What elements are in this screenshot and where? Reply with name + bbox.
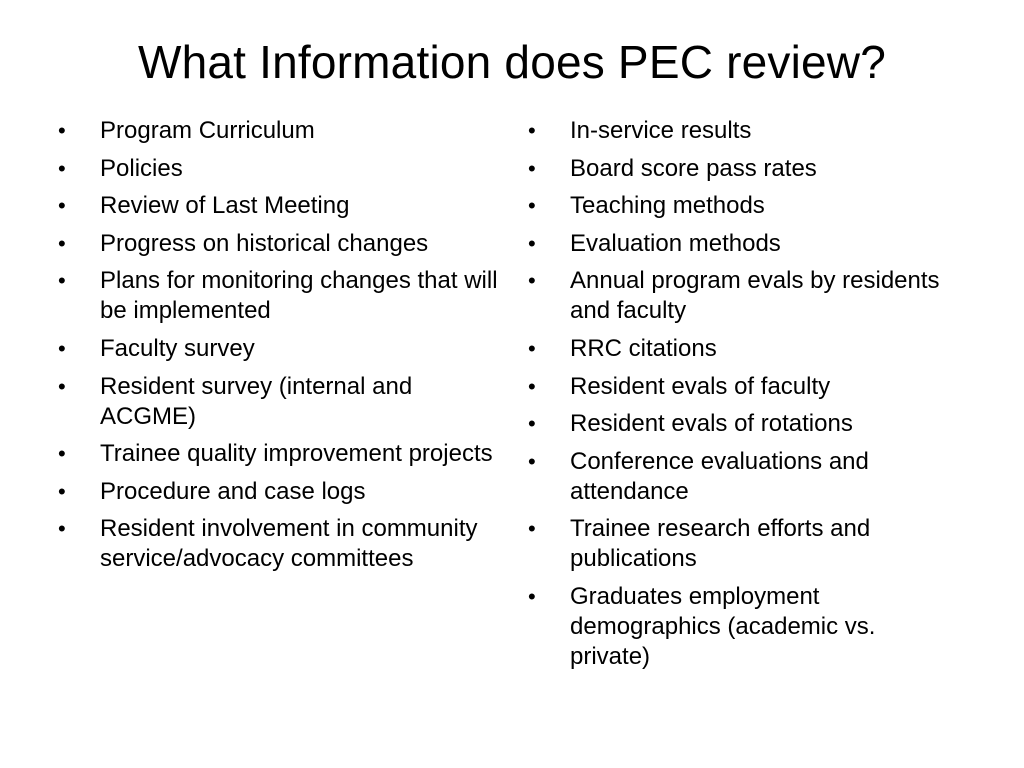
- list-item: [528, 372, 948, 402]
- bullet-icon: •: [58, 193, 66, 219]
- bullet-icon: •: [58, 155, 66, 181]
- list-item: [58, 334, 498, 364]
- bullet-icon: •: [528, 373, 536, 399]
- list-item: [528, 334, 948, 364]
- bullet-icon: •: [528, 155, 536, 181]
- list-item: [528, 116, 948, 146]
- list-item: [528, 266, 948, 326]
- list-item-text: Faculty survey: [100, 334, 255, 362]
- list-item-text: Resident survey (internal and ACGME): [100, 372, 413, 430]
- list-item-text: Conference evaluations and attendance: [570, 447, 869, 505]
- list-item-text: Board score pass rates: [570, 154, 817, 182]
- list-item: [58, 477, 498, 507]
- list-item-text: Teaching methods: [570, 192, 765, 220]
- list-item-text: Progress on historical changes: [100, 229, 429, 257]
- list-item: [528, 154, 948, 184]
- list-item-text: Trainee quality improvement projects: [100, 440, 493, 468]
- list-item-text: Resident evals of faculty: [570, 372, 831, 400]
- bullet-icon: •: [528, 448, 536, 474]
- bullet-icon: •: [528, 411, 536, 437]
- bullet-icon: •: [528, 193, 536, 219]
- bullet-icon: •: [58, 118, 66, 143]
- bullet-icon: •: [58, 441, 66, 467]
- bullet-icon: •: [528, 583, 536, 609]
- list-item: [58, 439, 498, 469]
- list-item: [528, 229, 948, 259]
- bullet-icon: •: [528, 516, 536, 542]
- list-item: [528, 514, 948, 574]
- list-item-text: Procedure and case logs: [100, 477, 366, 505]
- bullet-icon: •: [58, 335, 66, 361]
- slide-title: What Information does PEC review?: [137, 36, 887, 88]
- list-item: [528, 409, 948, 439]
- list-item-text: Program Curriculum: [100, 117, 315, 144]
- left-bullet-list: [58, 116, 498, 582]
- list-item-text: Resident evals of rotations: [570, 410, 853, 438]
- list-item: [58, 229, 498, 259]
- bullet-icon: •: [58, 516, 66, 542]
- bullet-icon: •: [528, 268, 536, 294]
- list-item-text: Annual program evals by residents and faculty: [570, 267, 940, 325]
- bullet-icon: •: [58, 373, 66, 399]
- bullet-icon: •: [528, 230, 536, 256]
- list-item: [528, 582, 948, 672]
- bullet-icon: •: [528, 335, 536, 361]
- list-item: [58, 514, 498, 574]
- list-item-text: Evaluation methods: [570, 229, 781, 257]
- list-item-text: Policies: [100, 154, 183, 182]
- list-item-text: Graduates employment demographics (academic vs. private): [570, 582, 876, 670]
- bullet-icon: •: [528, 118, 536, 143]
- right-bullet-list: [528, 116, 948, 680]
- list-item: [58, 154, 498, 184]
- list-item: [58, 191, 498, 221]
- bullet-icon: •: [58, 230, 66, 256]
- list-item: [58, 372, 498, 432]
- list-item-text: Review of Last Meeting: [100, 192, 350, 220]
- list-item-text: Plans for monitoring changes that will be implemented: [100, 267, 498, 325]
- list-item-text: Trainee research efforts and publications: [570, 515, 871, 573]
- list-item-text: In-service results: [570, 117, 752, 144]
- bullet-icon: •: [58, 478, 66, 504]
- bullet-icon: •: [58, 268, 66, 294]
- list-item-text: Resident involvement in community service/advocacy committees: [100, 515, 478, 573]
- list-item: [528, 447, 948, 507]
- list-item: [58, 266, 498, 326]
- list-item-text: RRC citations: [570, 334, 717, 362]
- list-item: [58, 116, 498, 146]
- list-item: [528, 191, 948, 221]
